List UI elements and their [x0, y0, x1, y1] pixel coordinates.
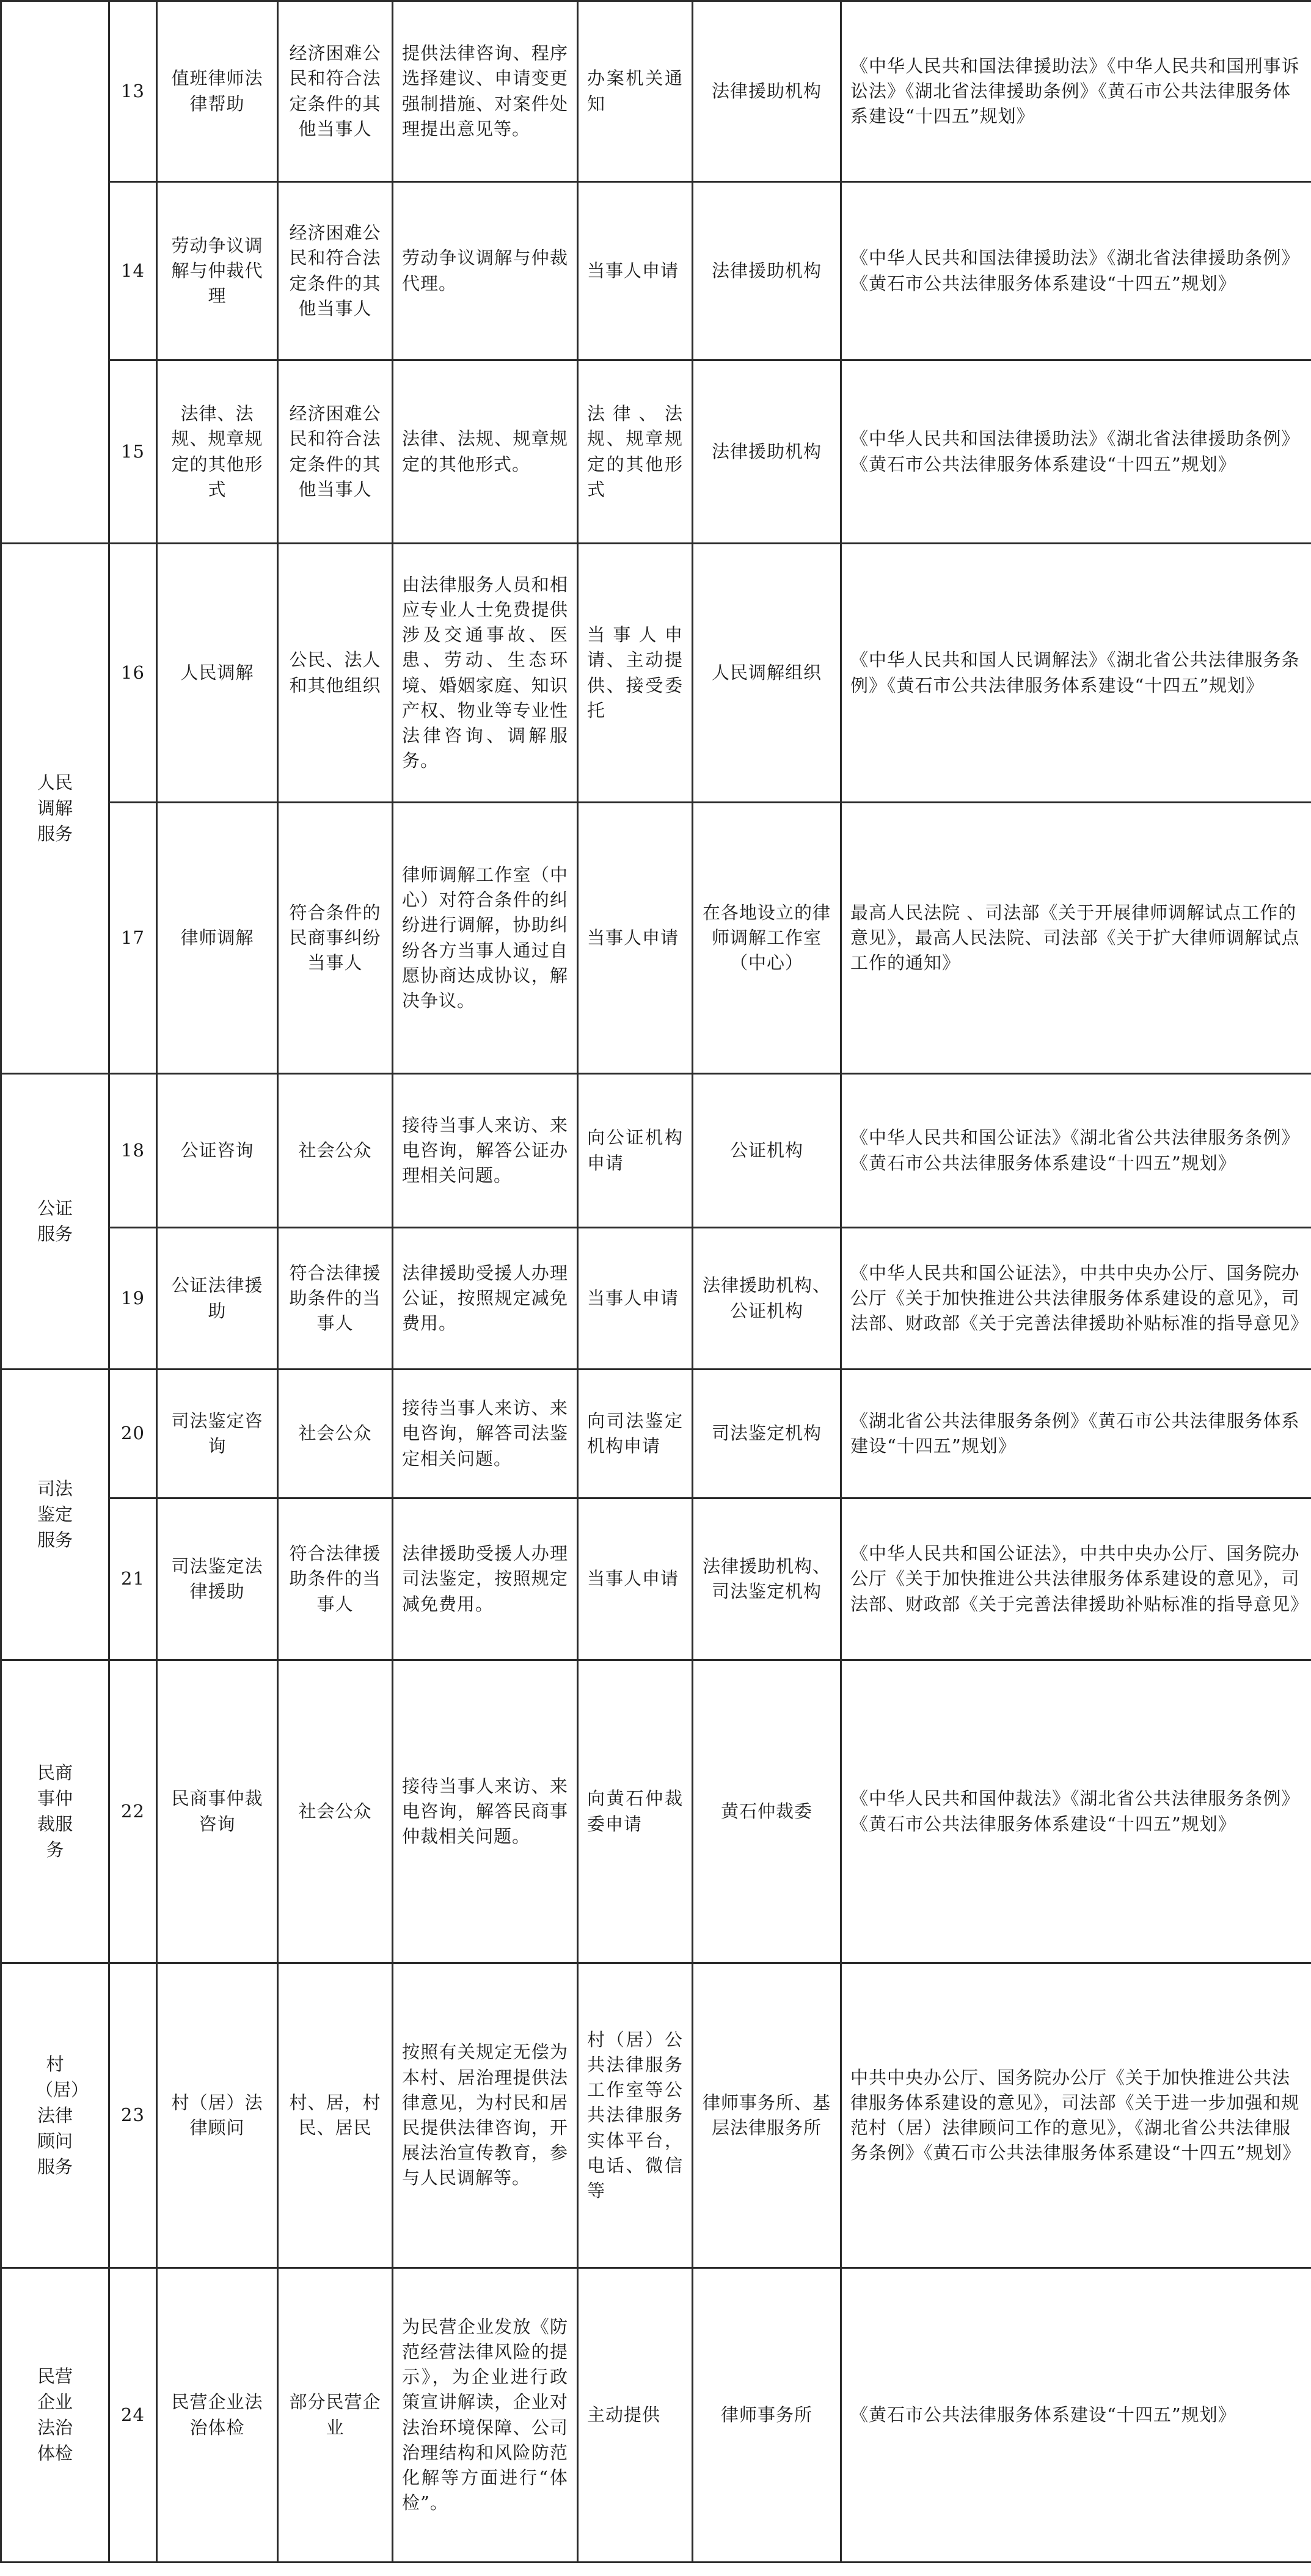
service-agency: 律师事务所、基层法律服务所 [693, 1963, 841, 2268]
service-name: 司法鉴定法律援助 [157, 1498, 278, 1660]
legal-basis: 《中华人民共和国公证法》，中共中央办公厅、国务院办公厅《关于加快推进公共法律服务体系建设的意见》，司法部、财政部《关于完善法律援助补贴标准的指导意见》 [841, 1228, 1311, 1370]
table-row [1, 544, 1311, 803]
service-way: 当事人申请 [578, 182, 693, 360]
legal-basis: 《中华人民共和国法律援助法》《中华人民共和国刑事诉讼法》《湖北省法律援助条例》《黄石市公共法律服务体系建设“十四五”规划》 [841, 1, 1311, 182]
table-row [1, 1660, 1311, 1963]
table-row [1, 2268, 1311, 2563]
legal-basis: 《中华人民共和国公证法》《湖北省公共法律服务条例》《黄石市公共法律服务体系建设“十四五”规划》 [841, 1074, 1311, 1228]
service-agency: 律师事务所 [693, 2268, 841, 2563]
table-row [1, 1963, 1311, 2268]
service-content: 法律、法规、规章规定的其他形式。 [393, 360, 578, 544]
service-way: 向黄石仲裁委申请 [578, 1660, 693, 1963]
service-name: 司法鉴定咨询 [157, 1370, 278, 1498]
service-target: 符合法律援助条件的当事人 [278, 1228, 393, 1370]
row-number: 20 [109, 1370, 157, 1498]
table-row [1, 1370, 1311, 1498]
service-name: 人民调解 [157, 544, 278, 803]
service-name: 公证法律援助 [157, 1228, 278, 1370]
table-row [1, 182, 1311, 360]
service-name: 民营企业法治体检 [157, 2268, 278, 2563]
service-way: 村（居）公共法律服务工作室等公共法律服务实体平台，电话、微信等 [578, 1963, 693, 2268]
service-way: 当事人申请 [578, 1228, 693, 1370]
service-agency: 法律援助机构 [693, 182, 841, 360]
service-agency: 法律援助机构、公证机构 [693, 1228, 841, 1370]
category-cell: 村（居）法律顾问服务 [1, 1963, 109, 2268]
service-content: 接待当事人来访、来电咨询，解答司法鉴定相关问题。 [393, 1370, 578, 1498]
service-agency: 法律援助机构 [693, 1, 841, 182]
table-row [1, 1228, 1311, 1370]
row-number: 17 [109, 803, 157, 1074]
service-way: 向司法鉴定机构申请 [578, 1370, 693, 1498]
legal-basis: 最高人民法院 、司法部《关于开展律师调解试点工作的意见》，最高人民法院、司法部《关于扩大律师调解试点工作的通知》 [841, 803, 1311, 1074]
service-name: 法律、法规、规章规定的其他形式 [157, 360, 278, 544]
legal-basis: 中共中央办公厅、国务院办公厅《关于加快推进公共法律服务体系建设的意见》，司法部《关于进一步加强和规范村（居）法律顾问工作的意见》，《湖北省公共法律服务条例》《黄石市公共法律服务体系建设“十四五”规划》 [841, 1963, 1311, 2268]
service-target: 部分民营企业 [278, 2268, 393, 2563]
service-way: 法律、法规、规章规定的其他形式 [578, 360, 693, 544]
table-row [1, 803, 1311, 1074]
legal-basis: 《中华人民共和国法律援助法》《湖北省法律援助条例》《黄石市公共法律服务体系建设“十四五”规划》 [841, 182, 1311, 360]
row-number: 24 [109, 2268, 157, 2563]
category-cell: 人民调解服务 [1, 544, 109, 1074]
service-content: 按照有关规定无偿为本村、居治理提供法律意见，为村民和居民提供法律咨询，开展法治宣传教育，参与人民调解等。 [393, 1963, 578, 2268]
service-target: 经济困难公民和符合法定条件的其他当事人 [278, 182, 393, 360]
service-content: 劳动争议调解与仲裁代理。 [393, 182, 578, 360]
service-name: 民商事仲裁咨询 [157, 1660, 278, 1963]
row-number: 15 [109, 360, 157, 544]
legal-basis: 《中华人民共和国人民调解法》《湖北省公共法律服务条例》《黄石市公共法律服务体系建设“十四五”规划》 [841, 544, 1311, 803]
service-agency: 公证机构 [693, 1074, 841, 1228]
category-cell: 民商事仲裁服务 [1, 1660, 109, 1963]
service-name: 律师调解 [157, 803, 278, 1074]
service-agency: 司法鉴定机构 [693, 1370, 841, 1498]
service-way: 当事人申请、主动提供、接受委托 [578, 544, 693, 803]
category-cell [1, 1, 109, 544]
row-number: 16 [109, 544, 157, 803]
service-agency: 黄石仲裁委 [693, 1660, 841, 1963]
table-row [1, 1, 1311, 182]
service-target: 公民、法人和其他组织 [278, 544, 393, 803]
service-way: 当事人申请 [578, 1498, 693, 1660]
service-agency: 法律援助机构、司法鉴定机构 [693, 1498, 841, 1660]
service-way: 主动提供 [578, 2268, 693, 2563]
service-name: 公证咨询 [157, 1074, 278, 1228]
table-row [1, 1074, 1311, 1228]
category-cell: 公证服务 [1, 1074, 109, 1370]
service-content: 接待当事人来访、来电咨询，解答民商事仲裁相关问题。 [393, 1660, 578, 1963]
service-content: 接待当事人来访、来电咨询，解答公证办理相关问题。 [393, 1074, 578, 1228]
service-way: 当事人申请 [578, 803, 693, 1074]
service-target: 符合法律援助条件的当事人 [278, 1498, 393, 1660]
service-content: 由法律服务人员和相应专业人士免费提供涉及交通事故、医患、劳动、生态环境、婚姻家庭、知识产权、物业等专业性法律咨询、调解服务。 [393, 544, 578, 803]
legal-basis: 《黄石市公共法律服务体系建设“十四五”规划》 [841, 2268, 1311, 2563]
category-cell: 司法鉴定服务 [1, 1370, 109, 1660]
service-content: 律师调解工作室（中心）对符合条件的纠纷进行调解，协助纠纷各方当事人通过自愿协商达成协议，解决争议。 [393, 803, 578, 1074]
service-content: 提供法律咨询、程序选择建议、申请变更强制措施、对案件处理提出意见等。 [393, 1, 578, 182]
service-agency: 在各地设立的律师调解工作室（中心） [693, 803, 841, 1074]
service-agency: 法律援助机构 [693, 360, 841, 544]
service-target: 经济困难公民和符合法定条件的其他当事人 [278, 360, 393, 544]
row-number: 13 [109, 1, 157, 182]
service-target: 社会公众 [278, 1660, 393, 1963]
service-name: 劳动争议调解与仲裁代理 [157, 182, 278, 360]
service-name: 值班律师法律帮助 [157, 1, 278, 182]
row-number: 19 [109, 1228, 157, 1370]
legal-basis: 《中华人民共和国公证法》，中共中央办公厅、国务院办公厅《关于加快推进公共法律服务体系建设的意见》，司法部、财政部《关于完善法律援助补贴标准的指导意见》 [841, 1498, 1311, 1660]
service-target: 村、居，村民、居民 [278, 1963, 393, 2268]
row-number: 14 [109, 182, 157, 360]
row-number: 18 [109, 1074, 157, 1228]
service-content: 为民营企业发放《防范经营法律风险的提示》，为企业进行政策宣讲解读，企业对法治环境保障、公司治理结构和风险防范化解等方面进行“体检”。 [393, 2268, 578, 2563]
service-content: 法律援助受援人办理公证，按照规定减免费用。 [393, 1228, 578, 1370]
service-way: 办案机关通知 [578, 1, 693, 182]
service-way: 向公证机构申请 [578, 1074, 693, 1228]
table-row [1, 1498, 1311, 1660]
table-body [1, 1, 1311, 2563]
legal-basis: 《中华人民共和国仲裁法》《湖北省公共法律服务条例》《黄石市公共法律服务体系建设“十四五”规划》 [841, 1660, 1311, 1963]
service-content: 法律援助受援人办理司法鉴定，按照规定减免费用。 [393, 1498, 578, 1660]
service-agency: 人民调解组织 [693, 544, 841, 803]
row-number: 21 [109, 1498, 157, 1660]
category-cell: 民营企业法治体检 [1, 2268, 109, 2563]
service-target: 符合条件的民商事纠纷当事人 [278, 803, 393, 1074]
table-row [1, 360, 1311, 544]
row-number: 22 [109, 1660, 157, 1963]
row-number: 23 [109, 1963, 157, 2268]
service-target: 经济困难公民和符合法定条件的其他当事人 [278, 1, 393, 182]
legal-basis: 《湖北省公共法律服务条例》《黄石市公共法律服务体系建设“十四五”规划》 [841, 1370, 1311, 1498]
legal-basis: 《中华人民共和国法律援助法》《湖北省法律援助条例》《黄石市公共法律服务体系建设“十四五”规划》 [841, 360, 1311, 544]
service-name: 村（居）法律顾问 [157, 1963, 278, 2268]
service-target: 社会公众 [278, 1074, 393, 1228]
service-target: 社会公众 [278, 1370, 393, 1498]
